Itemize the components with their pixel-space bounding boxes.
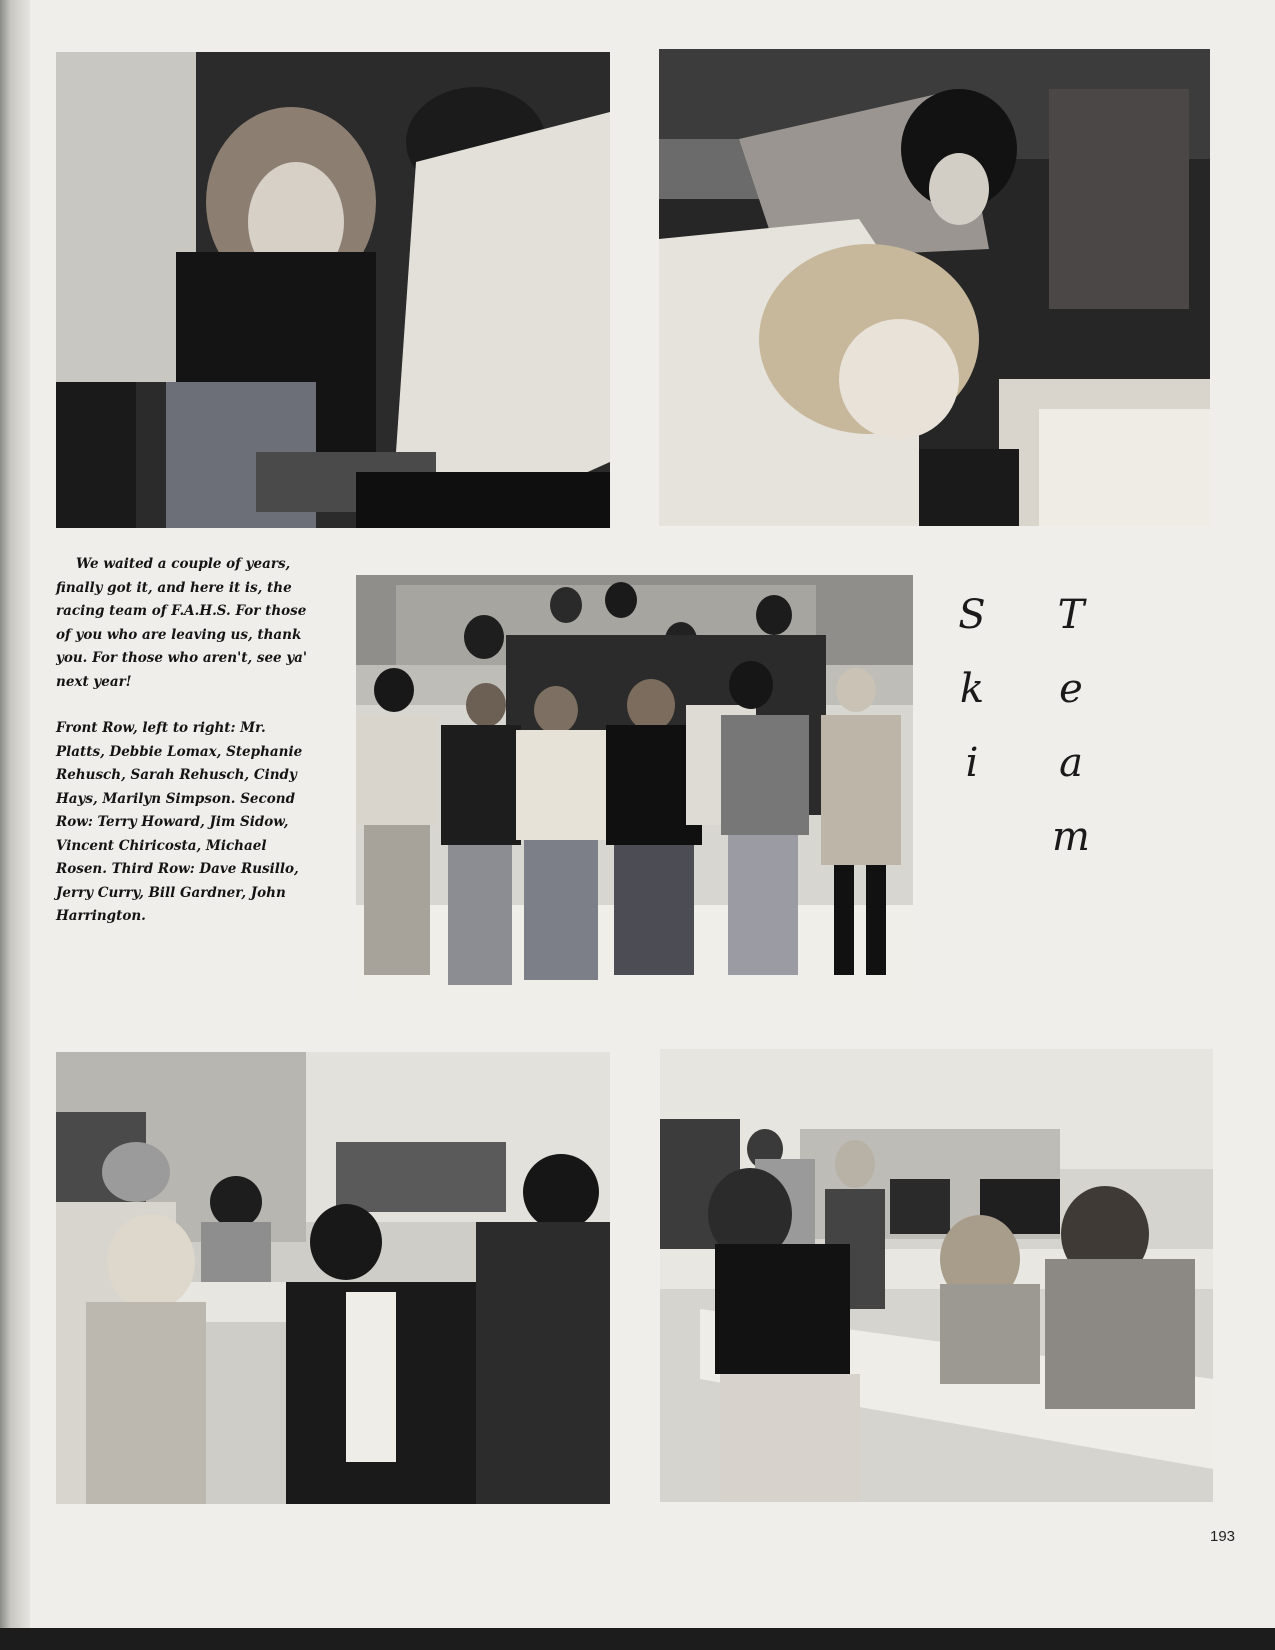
title-ski-letter: i xyxy=(965,740,979,786)
photo-students-at-vise xyxy=(56,52,610,528)
photo-students-in-shop-left xyxy=(56,1052,610,1504)
title-ski-letter: k xyxy=(959,666,985,712)
photo-students-at-workbench xyxy=(659,49,1210,526)
team-caption xyxy=(56,553,316,929)
title-team-letter: m xyxy=(1052,814,1090,860)
photo-ski-team-group xyxy=(356,575,913,1003)
title-team-letter: T xyxy=(1057,592,1085,638)
title-team-letter: a xyxy=(1059,740,1083,786)
title-ski xyxy=(947,578,997,800)
title-team xyxy=(1046,578,1096,874)
caption-intro: We waited a couple of years, finally got it, and here it is, the racing team of F.A.H.S. For those of you who are leaving us, thank you. For those who aren't, see ya' next year! xyxy=(56,556,308,690)
title-ski-letter: S xyxy=(958,592,986,638)
binding-gutter-shadow xyxy=(0,0,30,1650)
title-team-letter: e xyxy=(1059,666,1083,712)
scan-bottom-edge xyxy=(0,1628,1275,1650)
photo-students-in-shop-right xyxy=(660,1049,1213,1502)
page-number: 193 xyxy=(1210,1528,1236,1545)
caption-names: Front Row, left to right: Mr. Platts, Debbie Lomax, Stephanie Rehusch, Sarah Rehusch, Cindy Hays, Marilyn Simpson. Second Row: Terry Howard, Jim Sidow, Vincent Chiricosta, Michael Rosen. Third Row: Dave Rusillo, Jerry Curry, Bill Gardner, John Harrington. xyxy=(56,720,303,924)
